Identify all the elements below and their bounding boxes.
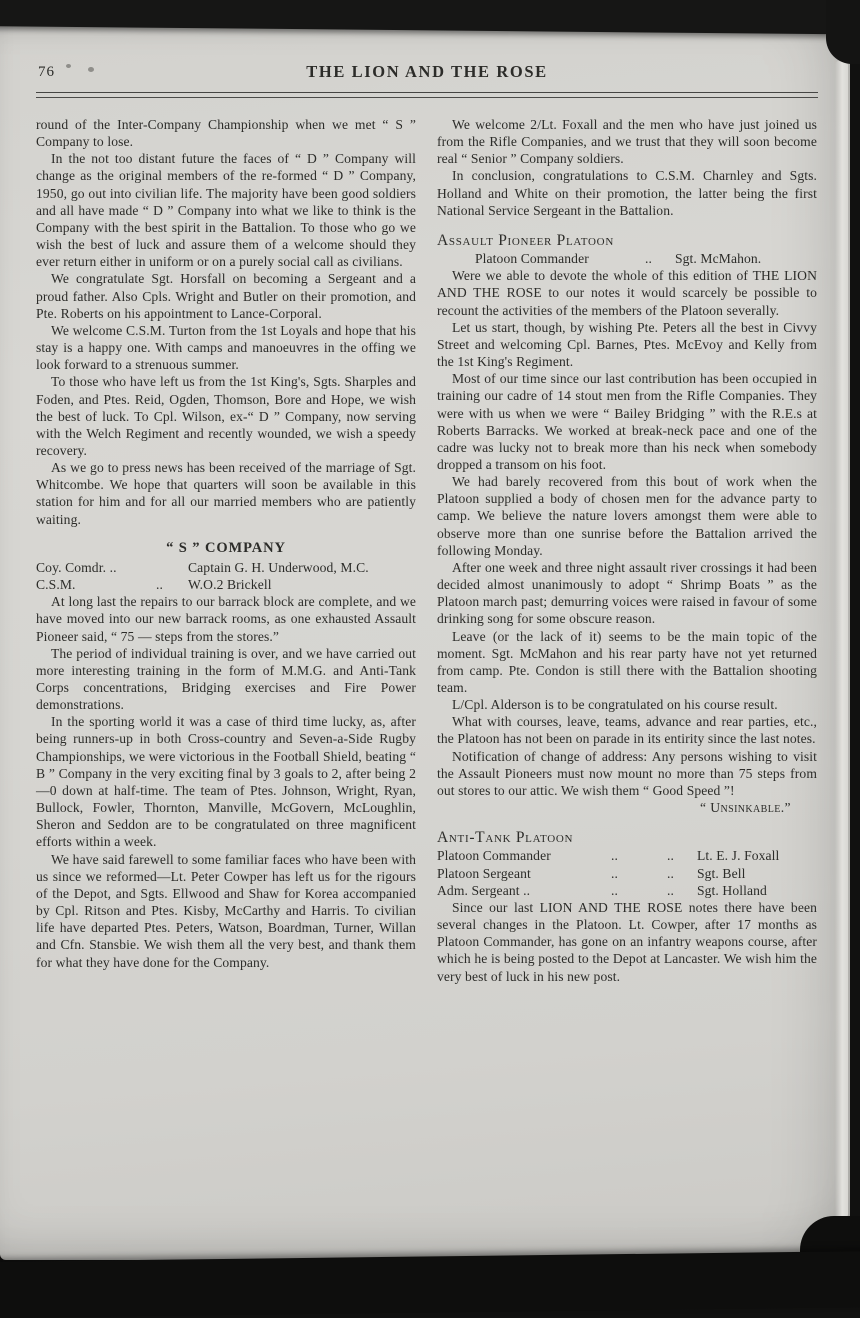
dark-background-bottom [0,1251,860,1318]
paragraph: In the not too distant future the faces of “ D ” Company will change as the original members of the re-formed “ D ” Company, 1950, go out into civilian life. The majority have been good soldiers and all have made “ D ” Company into what we like to think is the Company with the best spirit in the Battalion. To those who go we wish the best of luck and assure them of a welcome should they ever return either in uniform or on a purely social call as civilians. [36,151,416,270]
right-column [437,116,817,985]
paragraph: Leave (or the lack of it) seems to be the main topic of the moment. Sgt. McMahon and his rear party have not yet returned from camp. Pte. Condon is still there with the Battalion shooting team. [437,628,817,695]
leader-dots: .. [611,882,618,898]
paragraph: To those who have left us from the 1st King's, Sgts. Sharples and Foden, and Ptes. Reid, Ogden, Thomson, Bore and Hope, we wish the best of luck. To Cpl. Wilson, ex-“ D ” Company, now serving with the Welch Regiment and recently wounded, we wish a speedy recovery. [36,374,416,458]
officer-role: Platoon Commander [437,848,551,864]
officer-name: Sgt. Holland [697,882,767,898]
paragraph: What with courses, leave, teams, advance and rear parties, etc., the Platoon has not been on parade in its entirity since the last notes. [437,714,817,747]
leader-dots: .. [611,865,618,881]
paragraph: round of the Inter-Company Championship when we met “ S ” Company to lose. [36,117,416,150]
officer-name: Captain G. H. Underwood, M.C. [188,559,369,575]
paragraph: Were we able to devote the whole of this edition of THE LION AND THE ROSE to our notes it would scarcely be possible to recount the activities of the members of the Platoon severally. [437,268,817,318]
officer-row [437,250,817,267]
paragraph: Notification of change of address: Any persons wishing to visit the Assault Pioneers must now mount no more than 75 steps from out stores to our attic. We wish them “ Good Speed ”! [437,748,817,798]
officer-name: Lt. E. J. Foxall [697,848,780,864]
leader-dots: .. [667,848,674,864]
paragraph: We have said farewell to some familiar faces who have been with us since we reformed—Lt. Peter Cowper has left us for the rigours of the Depot, and Sgts. Ellwood and Shaw for Korea accompanied by Cpl. Ritson and Ptes. Kisby, McCarthy and Harris. To civilian life have departed Ptes. Peters, Watson, Boardman, Turner, Willan and Cfn. Stansbie. We wish them all the very best, and thank them for what they have done for the Company. [36,851,416,970]
page-edge-highlight [835,60,848,1220]
page-header [36,58,818,88]
paragraph: Most of our time since our last contribution has been occupied in training our cadre of 14 stout men from the Rifle Companies. They were with us when we were “ Bailey Bridging ” with the R.E.s at Roberts Barracks. We worked at break-neck pace and one of the cadre was lucky not to break more than his neck when somebody dropped a transom on his foot. [437,371,817,472]
paragraph: The period of individual training is over, and we have carried out more interesting training in the form of M.M.G. and Anti-Tank Corps concentrations, Bridging exercises and Fire Power demonstrations. [36,645,416,713]
paragraph: We congratulate Sgt. Horsfall on becoming a Sergeant and a proud father. Also Cpls. Wright and Butler on their promotion, and Pte. Roberts on his appointment to Lance-Corporal. [36,271,416,321]
leader-dots: .. [611,848,618,864]
signature: “ Unsinkable.” [700,800,791,816]
paragraph: At long last the repairs to our barrack block are complete, and we have moved into our new barrack rooms, as one exhausted Assault Pioneer said, “ 75 — steps from the stores.” [36,594,416,644]
paragraph: In conclusion, congratulations to C.S.M. Charnley and Sgts. Holland and White on their promotion, the latter being the first National Service Sergeant in the Battalion. [437,168,817,218]
section-heading-anti-tank-platoon: Anti-Tank Platoon [437,829,574,847]
paragraph: As we go to press news has been received of the marriage of Sgt. Whitcombe. We hope that quarters will soon be available in this station for him and for all our married members who are patiently waiting. [36,460,416,527]
paragraph: Let us start, though, by wishing Pte. Peters all the best in Civvy Street and welcoming Cpl. Barnes, Ptes. McEvoy and Kelly from the 1st King's Regiment. [437,319,817,370]
paragraph: In the sporting world it was a case of third time lucky, as, after being runners-up in both Cross-country and Seven-a-Side Rugby Championships, we were victorious in the Football Shield, beating “ B ” Company in the very exciting final by 3 goals to 2, after being 2—0 down at half-time. The team of Ptes. Johnson, Wright, Ryan, Bullock, Fowler, Thornton, Manville, McGovern, McLoughlin, Sheron and Seddon are to be congratulated on three magnificent efforts within a week. [36,714,416,850]
paragraph: We welcome C.S.M. Turton from the 1st Loyals and hope that his stay is a happy one. With camps and manoeuvres in the offing we look forward to a strenuous summer. [36,322,416,373]
officer-name: Sgt. Bell [697,865,746,881]
officer-row [437,847,817,864]
paragraph: Since our last LION AND THE ROSE notes there have been several changes in the Platoon. Lt. Cowper, after 17 months as Platoon Commander, has gone on an infantry weapons course, after which he is being posted to the Depot at Lancaster. We wish him the very best of luck in his new post. [437,899,817,984]
leader-dots: .. [667,882,674,898]
leader-dots [156,559,188,576]
officer-row [437,882,817,899]
header-rule [36,92,818,98]
page-number: 76 [38,64,55,80]
officer-role: Adm. Sergeant .. [437,882,531,898]
officer-name: W.O.2 Brickell [188,577,272,593]
page-content [36,58,818,985]
officer-row [36,576,416,593]
two-column-layout [36,116,818,985]
officer-role: Coy. Comdr. .. [36,559,117,575]
officer-role: Platoon Sergeant [437,865,531,881]
officer-row [437,865,817,882]
leader-dots: .. [645,251,652,267]
page-title: THE LION AND THE ROSE [306,62,548,81]
leader-dots: .. [156,577,163,593]
officer-role: Platoon Commander [475,251,589,267]
section-heading-s-company: “ S ” COMPANY [166,539,286,556]
officer-role: C.S.M. [36,577,76,593]
paragraph: L/Cpl. Alderson is to be congratulated on his course result. [452,697,778,713]
left-column [36,116,416,985]
section-heading-assault-pioneer-platoon: Assault Pioneer Platoon [437,231,614,249]
officer-name: Sgt. McMahon. [675,251,762,267]
paragraph: We welcome 2/Lt. Foxall and the men who have just joined us from the Rifle Companies, and we trust that they will soon become real “ Senior ” Company soldiers. [437,117,817,167]
leader-dots: .. [667,865,674,881]
paragraph: We had barely recovered from this bout of work when the Platoon supplied a body of chosen men for the advance party to camp. We believe the nature lovers amongst them were able to observe more than one sunrise before the Battalion arrived the following Monday. [437,474,817,558]
officer-row [36,559,416,576]
dark-background-top-right [826,0,860,64]
paragraph: After one week and three night assault river crossings it had been decided almost unanimously to adopt “ Shrimp Boats ” as the Platoon march past; demurring voices were raised in favour of some drinking song for some obscure reason. [437,559,817,627]
